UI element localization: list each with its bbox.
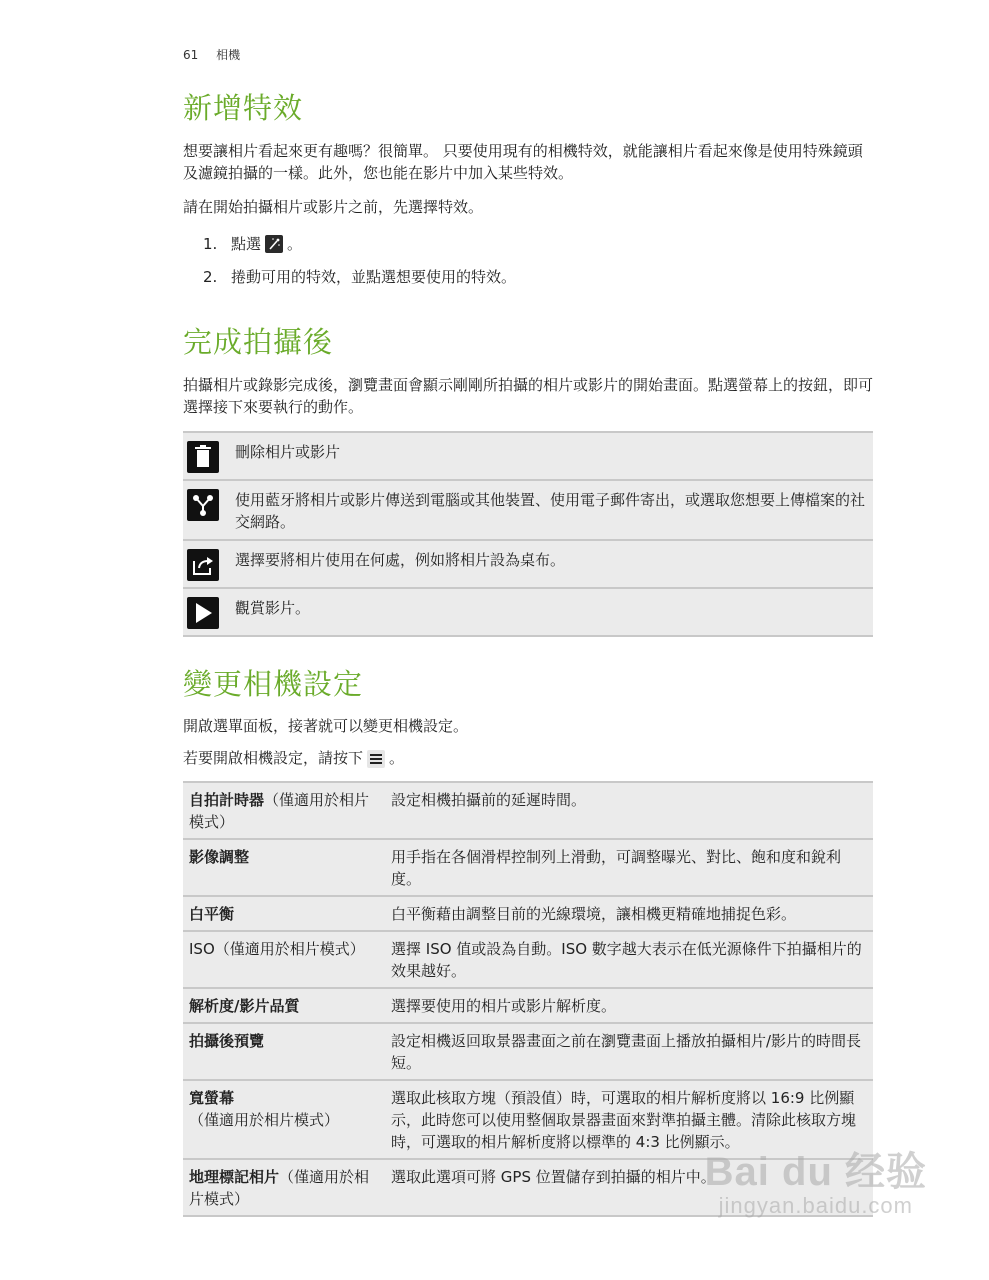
section-title-effects: 新增特效 <box>183 91 304 125</box>
setting-note: （僅適用於相片模式） <box>189 1111 340 1129</box>
menu-icon <box>367 750 385 768</box>
step-text-end: 。 <box>287 235 303 253</box>
instruction-text-end: 。 <box>389 749 405 767</box>
play-icon <box>187 597 219 629</box>
step-number: 1. <box>203 234 218 253</box>
table-row <box>183 480 873 540</box>
setting-desc: 選擇要使用的相片或影片解析度。 <box>385 988 873 1023</box>
setting-name: 解析度/影片品質 <box>189 997 300 1015</box>
action-text: 刪除相片或影片 <box>231 432 873 480</box>
setting-desc: 選取此核取方塊（預設值）時，可選取的相片解析度將以 16:9 比例顯示，此時您可以使用整個取景器畫面來對準拍攝主體。清除此核取方塊時，可選取的相片解析度將以標準的 4:3 比例顯示。 <box>385 1080 873 1159</box>
baidu-watermark <box>705 1140 927 1219</box>
effects-icon <box>265 235 283 253</box>
setting-name: 影像調整 <box>189 848 250 866</box>
running-header <box>183 46 240 63</box>
step-item <box>203 266 516 287</box>
action-table <box>183 431 873 637</box>
setting-note: （僅適用於相片模式） <box>189 1168 370 1208</box>
table-row <box>183 588 873 636</box>
watermark-brand: Bai du 经验 <box>704 1150 927 1194</box>
step-item <box>203 233 302 254</box>
table-row <box>183 782 873 839</box>
action-text: 選擇要將相片使用在何處，例如將相片設為桌布。 <box>231 540 873 588</box>
table-row <box>183 931 873 988</box>
setting-desc: 選擇 ISO 值或設為自動。ISO 數字越大表示在低光源條件下拍攝相片的效果越好。 <box>385 931 873 988</box>
setting-name: 寬螢幕 <box>189 1089 235 1107</box>
setting-desc: 白平衡藉由調整目前的光線環境，讓相機更精確地捕捉色彩。 <box>385 896 873 931</box>
setting-desc: 選取此選項可將 GPS 位置儲存到拍攝的相片中。 <box>385 1159 873 1216</box>
setting-note: （僅適用於相片模式） <box>189 791 370 831</box>
trash-icon <box>187 441 219 473</box>
section-title-camera-settings: 變更相機設定 <box>183 667 364 701</box>
instruction-text: 若要開啟相機設定，請按下 <box>183 749 364 767</box>
table-row <box>183 896 873 931</box>
chapter-title: 相機 <box>216 48 241 62</box>
setting-desc: 設定相機拍攝前的延遲時間。 <box>385 782 873 839</box>
table-row <box>183 432 873 480</box>
step-number: 2. <box>203 267 218 286</box>
setting-name: 地理標記相片 <box>189 1168 280 1186</box>
settings-instruction <box>183 747 873 769</box>
setting-note: ISO（僅適用於相片模式） <box>189 940 365 958</box>
table-row <box>183 839 873 896</box>
step-text: 捲動可用的特效，並點選想要使用的特效。 <box>231 268 517 286</box>
section-title-after-capture: 完成拍攝後 <box>183 325 334 359</box>
export-icon <box>187 549 219 581</box>
setting-name: 白平衡 <box>189 905 235 923</box>
share-icon <box>187 489 219 521</box>
setting-desc: 設定相機返回取景器畫面之前在瀏覽畫面上播放拍攝相片/影片的時間長短。 <box>385 1023 873 1080</box>
table-row <box>183 1023 873 1080</box>
setting-desc: 用手指在各個滑桿控制列上滑動，可調整曝光、對比、飽和度和銳利度。 <box>385 839 873 896</box>
page-number: 61 <box>183 48 199 62</box>
action-text: 使用藍牙將相片或影片傳送到電腦或其他裝置、使用電子郵件寄出，或選取您想要上傳檔案的社交網路。 <box>231 480 873 540</box>
after-capture-intro: 拍攝相片或錄影完成後，瀏覽畫面會顯示剛剛所拍攝的相片或影片的開始畫面。點選螢幕上的按鈕，即可選擇接下來要執行的動作。 <box>183 376 874 416</box>
table-row <box>183 540 873 588</box>
step-text: 點選 <box>231 235 262 253</box>
action-text: 觀賞影片。 <box>231 588 873 636</box>
table-row <box>183 988 873 1023</box>
effects-instruction: 請在開始拍攝相片或影片之前，先選擇特效。 <box>183 198 484 216</box>
settings-intro: 開啟選單面板，接著就可以變更相機設定。 <box>183 717 469 735</box>
watermark-url: jingyan.baidu.com <box>718 1193 913 1218</box>
setting-name: 拍攝後預覽 <box>189 1032 265 1050</box>
effects-intro: 想要讓相片看起來更有趣嗎？很簡單。 只要使用現有的相機特效，就能讓相片看起來像是使用特殊鏡頭及濾鏡拍攝的一樣。此外，您也能在影片中加入某些特效。 <box>183 142 863 182</box>
setting-name: 自拍計時器 <box>189 791 265 809</box>
